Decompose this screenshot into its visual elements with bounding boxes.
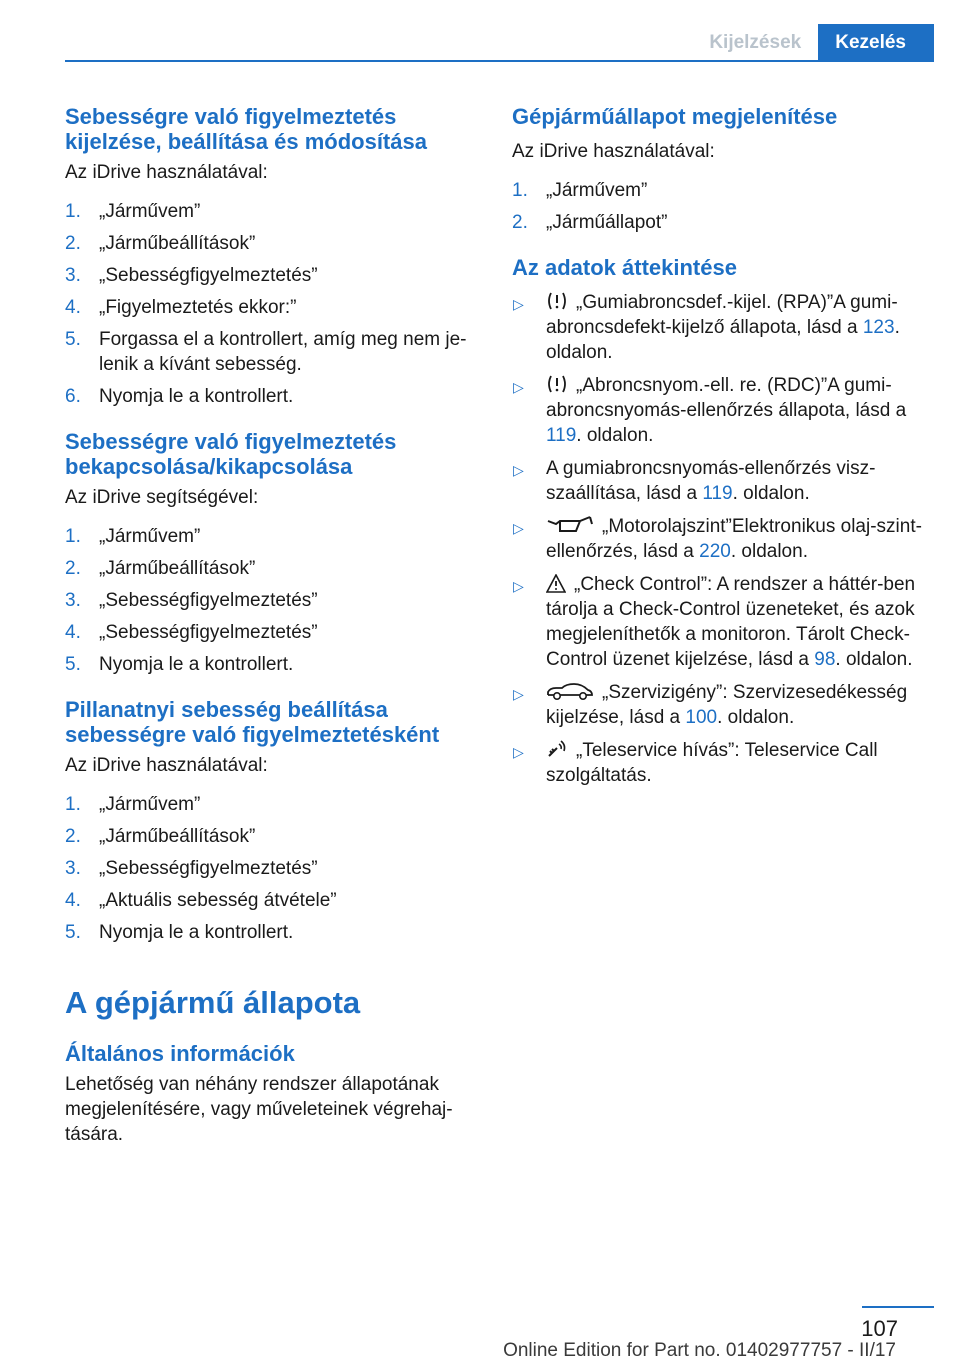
bullet-triangle-icon: ▷: [513, 520, 524, 536]
list-item: ▷ „Motorolajszint”Elektronikus olaj-szint-ellenőrzés, lásd a 220. oldalon.: [513, 516, 922, 562]
list-item: 2. „Járműbeállítások”: [65, 826, 256, 847]
speed-warning-toggle-heading: Sebességre való figyelmeztetés bekapcsolása/kikapcsolása: [65, 429, 397, 479]
overview-list: [512, 290, 927, 788]
page-link[interactable]: 98: [814, 649, 836, 670]
current-speed-intro: Az iDrive használatával:: [65, 755, 268, 776]
list-item: 4. „Aktuális sebesség átvétele”: [65, 890, 337, 911]
oil-can-icon: [546, 515, 594, 535]
general-info-text: Lehetőség van néhány rendszer állapotának megjelenítésére, vagy műveleteinek végrehaj-tására.: [65, 1074, 453, 1145]
speed-warning-toggle-intro: Az iDrive segítségével:: [65, 487, 259, 508]
list-item: 5. Nyomja le a kontrollert.: [65, 922, 294, 943]
page-link[interactable]: 119: [702, 483, 733, 504]
vehicle-status-intro: Az iDrive használatával:: [512, 141, 715, 162]
chapter-title: A gépjármű állapota: [65, 985, 361, 1020]
list-item: 2. „Járműállapot”: [512, 212, 668, 233]
vehicle-status-heading: Gépjárműállapot megjelenítése: [512, 104, 838, 129]
list-item: ▷ A gumiabroncsnyomás-ellenőrzés visz-szaállítása, lásd a 119. oldalon.: [513, 458, 876, 504]
list-item: 6. Nyomja le a kontrollert.: [65, 386, 294, 407]
right-column: [512, 104, 927, 796]
overview-heading: Az adatok áttekintése: [512, 255, 737, 280]
teleservice-icon: [546, 739, 568, 759]
bullet-triangle-icon: ▷: [513, 379, 524, 395]
list-item: 5. Nyomja le a kontrollert.: [65, 654, 294, 675]
page-link[interactable]: 100: [685, 707, 718, 728]
list-item: 1. „Járművem”: [512, 180, 648, 201]
tire-pressure-icon: [546, 374, 568, 394]
list-item: 4. „Sebességfigyelmeztetés”: [65, 622, 318, 643]
speed-warning-set-heading: Sebességre való figyelmeztetés kijelzése, beállítása és módosítása: [65, 104, 427, 154]
list-item: 3. „Sebességfigyelmeztetés”: [65, 590, 318, 611]
page-link[interactable]: 119: [546, 425, 577, 446]
speed-warning-set-steps: [65, 199, 480, 409]
bullet-triangle-icon: ▷: [513, 578, 524, 594]
page-link[interactable]: 123: [862, 317, 895, 338]
list-item: 3. „Sebességfigyelmeztetés”: [65, 858, 318, 879]
list-item: 3. „Sebességfigyelmeztetés”: [65, 265, 318, 286]
list-item: 1. „Járművem”: [65, 201, 201, 222]
list-item: ▷ „Check Control”: A rendszer a háttér-ben tárolja a Check-Control üzeneteket, és azok megjeleníthetők a monitoron. Tárolt Check-Control üzenet kijelzése, lásd a 98. oldalon.: [513, 574, 916, 670]
tab-kijelzesek[interactable]: Kijelzések: [709, 32, 802, 53]
list-item: 5. Forgassa el a kontrollert, amíg meg nem je-lenik a kívánt sebesség.: [65, 329, 467, 375]
list-item: ▷ „Teleservice hívás”: Teleservice Call szolgáltatás.: [513, 740, 878, 786]
tire-warning-icon: [546, 291, 568, 311]
service-car-icon: [546, 683, 594, 701]
warning-triangle-icon: [546, 574, 566, 593]
list-item: ▷ „Gumiabroncsdef.-kijel. (RPA)”A gumi-abroncsdefekt-kijelző állapota, lásd a 123. oldalon.: [513, 292, 900, 363]
bullet-triangle-icon: ▷: [513, 296, 524, 312]
footer-rule: [862, 1306, 934, 1308]
speed-warning-toggle-steps: [65, 524, 480, 677]
tab-kezeles[interactable]: Kezelés: [818, 24, 934, 62]
page-number: 107: [861, 1316, 898, 1341]
edition-note: Online Edition for Part no. 01402977757 - II/17: [503, 1340, 896, 1361]
speed-warning-set-intro: Az iDrive használatával:: [65, 162, 268, 183]
list-item: 2. „Járműbeállítások”: [65, 233, 256, 254]
bullet-triangle-icon: ▷: [513, 744, 524, 760]
header-tabs: [692, 24, 934, 62]
current-speed-heading: Pillanatnyi sebesség beállítása sebességre való figyelmeztetésként: [65, 697, 440, 747]
list-item: ▷ „Abroncsnyom.-ell. re. (RDC)”A gumi-abroncsnyomás-ellenőrzés állapota, lásd a 119. oldalon.: [513, 375, 907, 446]
list-item: ▷ „Szervizigény”: Szervizesedékesség kijelzése, lásd a 100. oldalon.: [513, 682, 908, 728]
list-item: 1. „Járművem”: [65, 794, 201, 815]
header-rule: [65, 60, 934, 62]
page-link[interactable]: 220: [699, 541, 731, 562]
current-speed-steps: [65, 792, 480, 945]
list-item: 2. „Járműbeállítások”: [65, 558, 256, 579]
general-info-heading: Általános információk: [65, 1041, 295, 1066]
bullet-triangle-icon: ▷: [513, 462, 524, 478]
vehicle-status-steps: [512, 178, 927, 235]
list-item: 1. „Járművem”: [65, 526, 201, 547]
left-column: [65, 104, 480, 1147]
list-item: 4. „Figyelmeztetés ekkor:”: [65, 297, 297, 318]
bullet-triangle-icon: ▷: [513, 686, 524, 702]
